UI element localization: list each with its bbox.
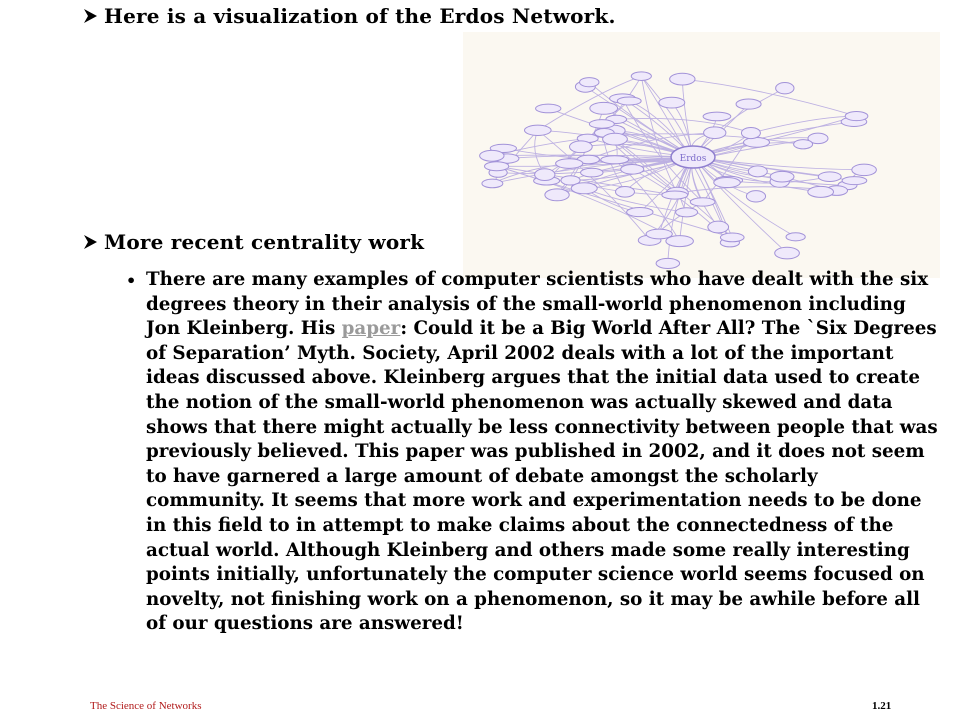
network-node — [794, 140, 813, 149]
kleinberg-paragraph — [146, 268, 941, 637]
network-node — [617, 97, 641, 105]
network-node — [676, 208, 698, 217]
erdos-network-image — [463, 32, 940, 278]
network-node — [776, 83, 794, 94]
network-node — [746, 191, 765, 202]
network-node — [744, 138, 770, 148]
network-node — [556, 159, 583, 169]
network-node — [525, 125, 552, 135]
network-node — [631, 72, 651, 81]
network-node — [720, 233, 744, 242]
bullet-heading: Here is a visualization of the Erdos Network. — [104, 4, 616, 28]
erdos-center-label: Erdos — [679, 154, 707, 164]
network-node — [842, 177, 867, 185]
network-node — [703, 112, 731, 121]
network-node — [545, 189, 569, 201]
network-node — [627, 208, 653, 217]
network-node — [775, 247, 800, 259]
arrow-bullet-icon — [80, 5, 102, 27]
network-node — [581, 168, 603, 177]
network-node — [482, 179, 503, 188]
arrow-bullet-icon — [80, 231, 102, 253]
dot-bullet-icon: • — [126, 271, 137, 290]
bullet-erdos-visualization — [80, 4, 616, 28]
network-node — [808, 186, 834, 197]
network-node — [480, 150, 504, 161]
network-node — [603, 133, 628, 145]
network-node — [818, 172, 841, 182]
footer-title: The Science of Networks — [90, 700, 202, 712]
network-node — [670, 73, 695, 85]
sub-bullet — [126, 268, 946, 637]
network-node — [601, 156, 629, 164]
network-node — [704, 127, 726, 139]
network-node — [656, 258, 680, 268]
network-node — [714, 178, 741, 188]
network-node — [659, 97, 685, 108]
network-node — [666, 236, 694, 247]
network-node — [770, 171, 794, 182]
network-node — [852, 164, 877, 175]
network-node — [589, 120, 614, 129]
bullet-heading: More recent centrality work — [104, 230, 425, 254]
network-node — [741, 127, 760, 138]
network-node — [570, 141, 593, 153]
network-node — [748, 166, 767, 177]
erdos-network-drawing — [463, 32, 940, 278]
network-node — [662, 191, 688, 199]
network-node — [580, 78, 599, 87]
network-node — [571, 183, 597, 194]
network-node — [536, 104, 561, 113]
paragraph-text-end: : Could it be a Big World After All? The `Six Degrees of Separation’ Myth. Society, April 2002 deals with a lot of the important ideas discussed above. Kleinberg argues that the initial data used to create the notion of the small-world phenomenon was actually skewed and data shows that there might actually be less connectivity between people that was previously believed. This paper was published in 2002, and it does not seem to have garnered a large amount of debate amongst the scholarly community. It seems that more work and experimentation needs to be done in this field to in attempt to make claims about the connectedness of the actual world. Although Kleinberg and others made some really interesting points initially, unfortunately the computer science world seems focused on novelty, not finishing work on a phenomenon, so it may be awhile before all of our questions are answered! — [146, 318, 938, 635]
network-node — [786, 233, 805, 241]
page-number: 1.21 — [872, 700, 892, 712]
network-node — [590, 102, 618, 114]
network-node — [535, 169, 555, 181]
network-node — [845, 112, 868, 121]
paragraph-text-start: There are many examples of computer scientists who have dealt with the six degrees theory in their analysis of the small-world phenomenon including Jon Kleinberg. His — [146, 269, 929, 340]
bullet-centrality-work — [80, 230, 424, 254]
network-node — [485, 162, 509, 171]
network-node — [616, 187, 635, 198]
network-node — [621, 164, 644, 174]
network-node — [708, 221, 729, 233]
network-node — [736, 99, 761, 109]
network-node — [690, 198, 715, 206]
paper-link[interactable]: paper — [341, 318, 401, 340]
